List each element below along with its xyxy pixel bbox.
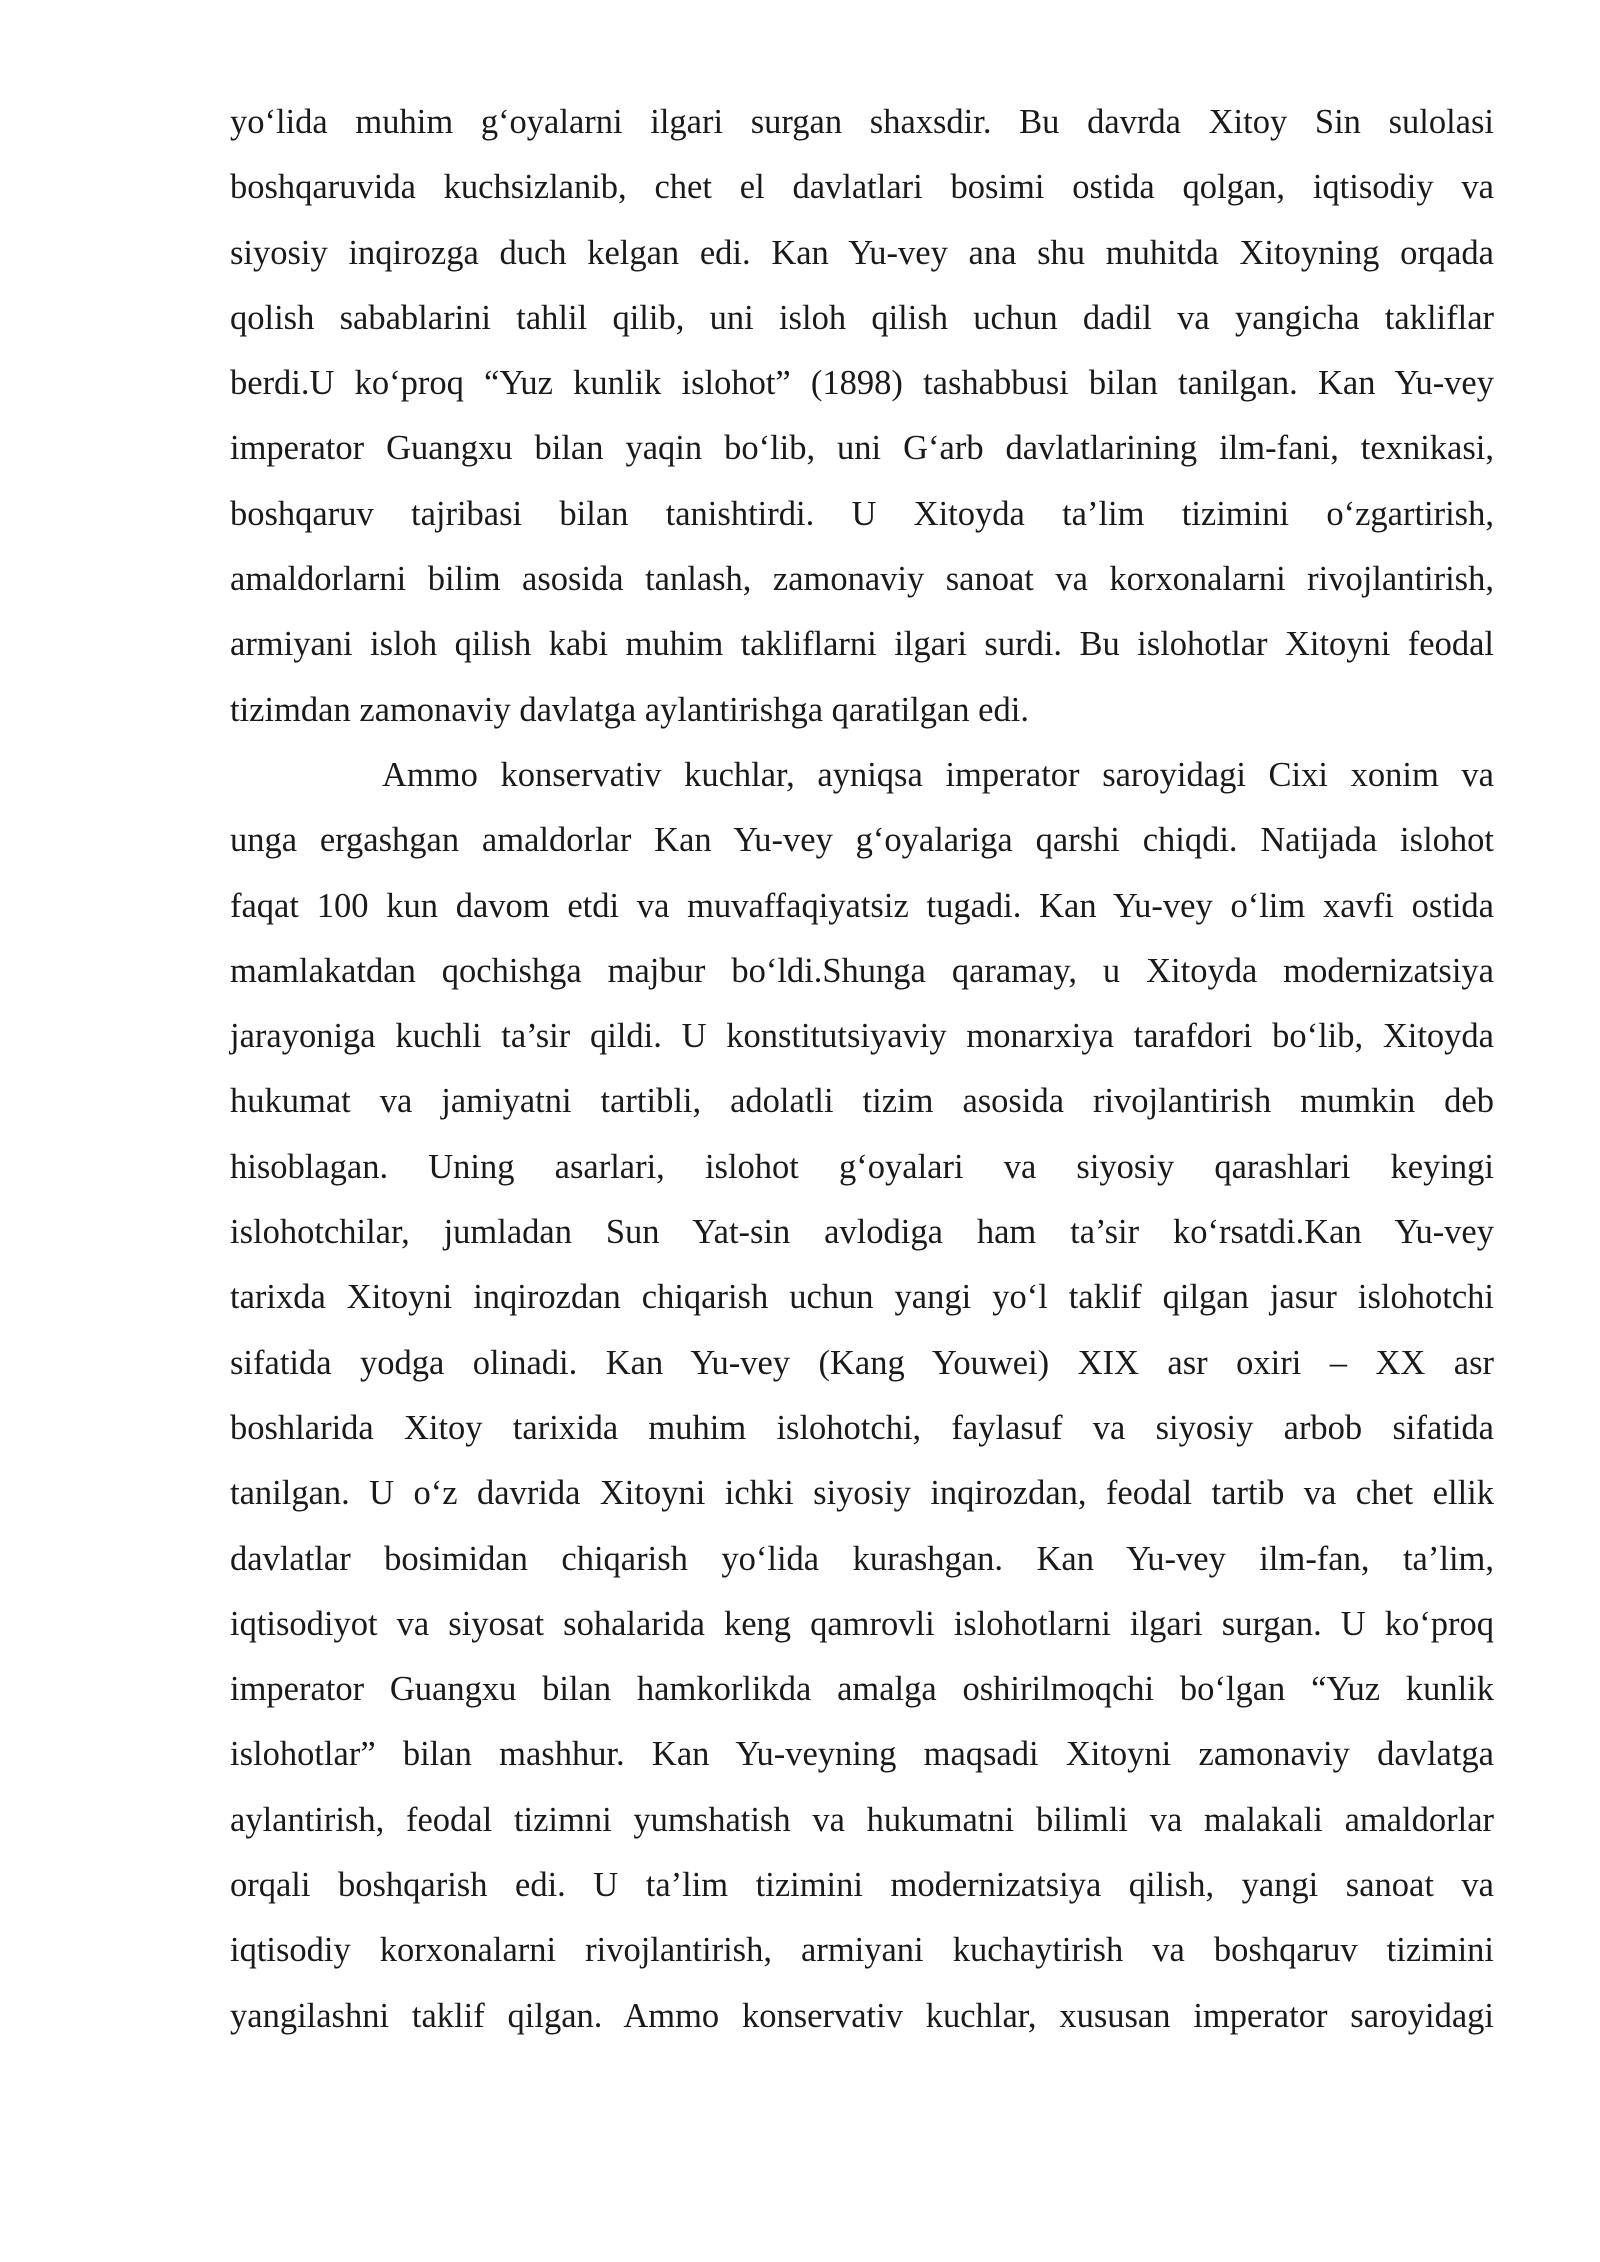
text-line: berdi.U ko‘proq “Yuz kunlik islohot” (1898) tashabbusi bilan tanilgan. Kan Yu-vey: [230, 364, 1494, 403]
text-line: amaldorlarni bilim asosida tanlash, zamonaviy sanoat va korxonalarni rivojlantirish,: [230, 560, 1494, 599]
paragraph-1: [230, 90, 1494, 743]
text-line: jarayoniga kuchli ta’sir qildi. U konstitutsiyaviy monarxiya tarafdori bo‘lib, Xitoyda: [230, 1017, 1494, 1056]
text-line: qolish sabablarini tahlil qilib, uni isloh qilish uchun dadil va yangicha takliflar: [230, 298, 1494, 337]
text-line: hisoblagan. Uning asarlari, islohot g‘oyalari va siyosiy qarashlari keyingi: [230, 1147, 1494, 1186]
text-line: iqtisodiyot va siyosat sohalarida keng qamrovli islohotlarni ilgari surgan. U ko‘proq: [230, 1604, 1494, 1643]
text-line: imperator Guangxu bilan hamkorlikda amalga oshirilmoqchi bo‘lgan “Yuz kunlik: [230, 1670, 1494, 1709]
text-line: faqat 100 kun davom etdi va muvaffaqiyatsiz tugadi. Kan Yu-vey o‘lim xavfi ostida: [230, 886, 1494, 925]
text-line: Ammo konservativ kuchlar, ayniqsa imperator saroyidagi Cixi xonim va: [382, 755, 1494, 794]
text-line: hukumat va jamiyatni tartibli, adolatli tizim asosida rivojlantirish mumkin deb: [230, 1082, 1494, 1121]
text-line: orqali boshqarish edi. U ta’lim tizimini modernizatsiya qilish, yangi sanoat va: [230, 1866, 1494, 1905]
text-line: boshlarida Xitoy tarixida muhim islohotchi, faylasuf va siyosiy arbob sifatida: [230, 1408, 1494, 1447]
text-line: yangilashni taklif qilgan. Ammo konservativ kuchlar, xususan imperator saroyidagi: [230, 1996, 1494, 2035]
text-line: tarixda Xitoyni inqirozdan chiqarish uchun yangi yo‘l taklif qilgan jasur islohotchi: [230, 1278, 1494, 1317]
text-line: sifatida yodga olinadi. Kan Yu-vey (Kang Youwei) XIX asr oxiri – XX asr: [230, 1343, 1494, 1382]
paragraph-2: [230, 743, 1494, 2049]
text-line: boshqaruvida kuchsizlanib, chet el davlatlari bosimi ostida qolgan, iqtisodiy va: [230, 168, 1494, 207]
text-line: mamlakatdan qochishga majbur bo‘ldi.Shunga qaramay, u Xitoyda modernizatsiya: [230, 951, 1494, 990]
text-line: siyosiy inqirozga duch kelgan edi. Kan Yu-vey ana shu muhitda Xitoyning orqada: [230, 233, 1494, 272]
text-line: islohotchilar, jumladan Sun Yat-sin avlodiga ham ta’sir ko‘rsatdi.Kan Yu-vey: [230, 1213, 1494, 1252]
text-line: tizimdan zamonaviy davlatga aylantirishga qaratilgan edi.: [230, 690, 1029, 729]
text-line: yo‘lida muhim g‘oyalarni ilgari surgan shaxsdir. Bu davrda Xitoy Sin sulolasi: [230, 103, 1494, 141]
text-line: islohotlar” bilan mashhur. Kan Yu-veyning maqsadi Xitoyni zamonaviy davlatga: [230, 1735, 1494, 1774]
text-line: imperator Guangxu bilan yaqin bo‘lib, uni G‘arb davlatlarining ilm-fani, texnikasi,: [230, 429, 1494, 468]
text-line: boshqaruv tajribasi bilan tanishtirdi. U Xitoyda ta’lim tizimini o‘zgartirish,: [230, 494, 1494, 533]
text-line: tanilgan. U o‘z davrida Xitoyni ichki siyosiy inqirozdan, feodal tartib va chet ellik: [230, 1474, 1494, 1513]
text-line: iqtisodiy korxonalarni rivojlantirish, armiyani kuchaytirish va boshqaruv tizimini: [230, 1931, 1494, 1970]
text-line: armiyani isloh qilish kabi muhim takliflarni ilgari surdi. Bu islohotlar Xitoyni feodal: [230, 625, 1494, 664]
text-line: unga ergashgan amaldorlar Kan Yu-vey g‘oyalariga qarshi chiqdi. Natijada islohot: [230, 821, 1494, 860]
text-line: davlatlar bosimidan chiqarish yo‘lida kurashgan. Kan Yu-vey ilm-fan, ta’lim,: [230, 1539, 1494, 1578]
text-line: aylantirish, feodal tizimni yumshatish va hukumatni bilimli va malakali amaldorlar: [230, 1800, 1494, 1839]
body-text: [230, 90, 1494, 2049]
